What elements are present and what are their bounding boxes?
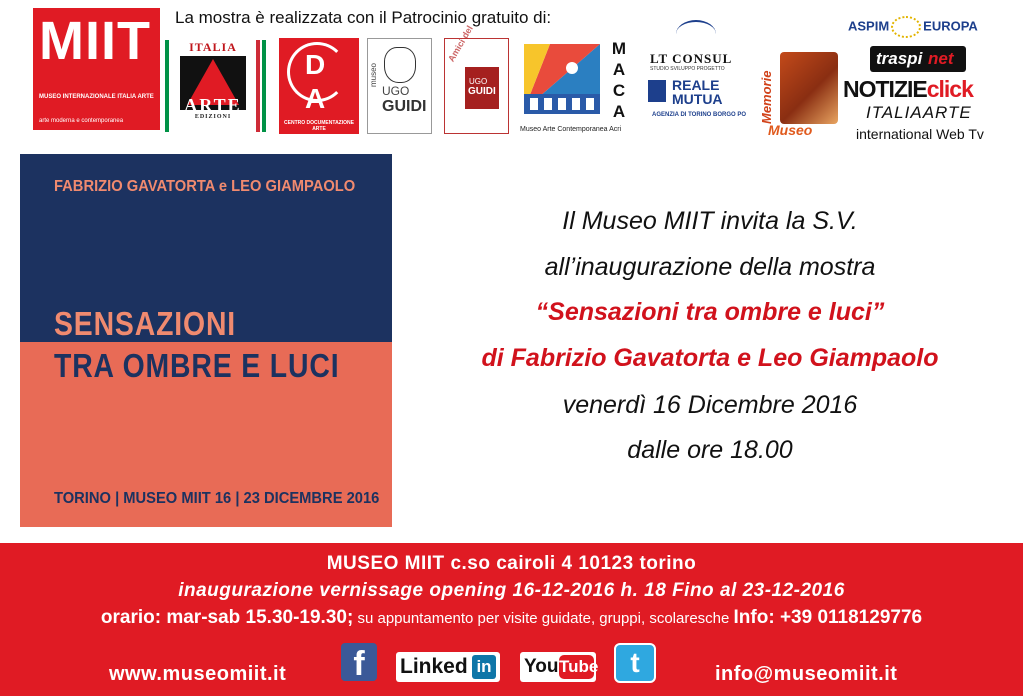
miit-logo-line1: MUSEO INTERNAZIONALE ITALIA ARTE bbox=[39, 94, 154, 100]
amici-label: Amici del bbox=[446, 23, 475, 64]
europa-label: EUROPA bbox=[923, 18, 978, 34]
italia-arte-sub: EDIZIONI bbox=[194, 114, 232, 120]
reale-label: REALE bbox=[672, 77, 720, 93]
exhibition-artists: di Fabrizio Gavatorta e Leo Giampaolo bbox=[481, 344, 939, 372]
maca-letter: A bbox=[612, 60, 626, 79]
maca-logo bbox=[520, 38, 630, 138]
italian-flag-stripe bbox=[256, 40, 260, 132]
youtube-icon[interactable] bbox=[520, 652, 599, 682]
cda-d: D bbox=[305, 49, 326, 80]
poster-title-line1: SENSAZIONI bbox=[54, 305, 237, 342]
eu-stars-icon bbox=[891, 16, 921, 38]
facebook-icon[interactable]: f bbox=[341, 643, 377, 681]
exhibition-title: “Sensazioni tra ombre e luci” bbox=[535, 298, 885, 326]
poster-artists: FABRIZIO GAVATORTA e LEO GIAMPAOLO bbox=[54, 178, 356, 195]
youtube-tube: Tube bbox=[559, 655, 594, 679]
aspim-europa-logo bbox=[848, 16, 978, 38]
miit-logo-line2: arte moderna e contemporanea bbox=[39, 118, 124, 124]
reale-mutua-logo bbox=[648, 78, 746, 110]
linkedin-icon[interactable] bbox=[396, 652, 500, 682]
web-tv-label: international Web Tv bbox=[856, 126, 984, 142]
ugo-guidi-museo-logo bbox=[367, 38, 432, 134]
appuntamento-label: su appuntamento per visite guidate, gruppi, scolaresche bbox=[353, 610, 734, 627]
twitter-icon[interactable]: t bbox=[614, 643, 656, 683]
museum-address: MUSEO MIIT c.so cairoli 4 10123 torino bbox=[326, 553, 697, 574]
portrait-sketch-icon bbox=[384, 47, 416, 83]
maca-letters bbox=[610, 38, 628, 122]
youtube-you: You bbox=[524, 656, 559, 677]
linkedin-word: Linked bbox=[400, 655, 468, 678]
media-partners bbox=[840, 8, 1010, 148]
website-link[interactable]: www.museomiit.it bbox=[109, 663, 287, 685]
invitation-line1: Il Museo MIIT invita la S.V. bbox=[562, 207, 858, 235]
maca-letter: A bbox=[612, 102, 626, 121]
net-label: net bbox=[928, 49, 954, 68]
italia-arte-top: ITALIA bbox=[189, 40, 237, 54]
globe-swirl-icon bbox=[676, 20, 716, 48]
opening-time: dalle ore 18.00 bbox=[627, 436, 793, 464]
poster-venue-dates: TORINO | MUSEO MIIT 16 | 23 DICEMBRE 2016 bbox=[54, 490, 380, 507]
mutua-label: MUTUA bbox=[672, 91, 723, 107]
ugo-museo-label: museo bbox=[369, 62, 378, 87]
italia-arte-word: ARTE bbox=[184, 95, 242, 115]
amici-ugo-label: UGO bbox=[469, 77, 488, 86]
maca-caption: Museo Arte Contemporanea Acri bbox=[520, 126, 622, 133]
orario-label: orario: mar-sab 15.30-19.30; bbox=[100, 607, 354, 628]
lt-consul-name: LT CONSUL bbox=[650, 51, 733, 66]
click-label: click bbox=[926, 76, 973, 102]
memorie-label: Memorie bbox=[759, 70, 774, 124]
cda-logo bbox=[279, 38, 359, 134]
patrocinio-heading: La mostra è realizzata con il Patrocinio gratuito di: bbox=[175, 8, 552, 27]
miit-logo-name: MIIT bbox=[39, 11, 151, 71]
email-link[interactable]: info@museomiit.it bbox=[715, 663, 898, 685]
info-phone: Info: +39 0118129776 bbox=[733, 607, 923, 628]
poster-title-line2: TRA OMBRE E LUCI bbox=[54, 347, 340, 384]
reale-mutua-square-icon bbox=[648, 80, 666, 102]
italia-arte-edizioni-logo bbox=[174, 40, 252, 130]
miit-logo bbox=[33, 8, 160, 130]
traspi-label: traspi bbox=[876, 49, 923, 68]
memorie-artwork bbox=[780, 52, 838, 124]
maca-shape-icon bbox=[520, 40, 606, 122]
maca-letter: M bbox=[611, 39, 627, 58]
italian-flag-stripe bbox=[169, 40, 173, 132]
lt-consul-reale-mutua-logo bbox=[648, 20, 748, 150]
memorie-museo-logo bbox=[759, 52, 838, 142]
invitation-line2: all’inaugurazione della mostra bbox=[544, 253, 876, 281]
agenzia-label: AGENZIA DI TORINO BORGO PO bbox=[652, 112, 747, 118]
italiaarte-tv-logo: ITALIAARTE bbox=[866, 103, 972, 122]
opening-date: venerdì 16 Dicembre 2016 bbox=[562, 391, 858, 419]
ugo-label: UGO bbox=[382, 84, 410, 98]
cda-a: A bbox=[305, 83, 326, 114]
opening-info: inaugurazione vernissage opening 16-12-2016 h. 18 Fino al 23-12-2016 bbox=[178, 580, 845, 601]
italian-flag-stripe bbox=[262, 40, 266, 132]
guidi-label: GUIDI bbox=[382, 98, 427, 115]
hours-info bbox=[0, 607, 1023, 630]
traspinet-logo bbox=[870, 46, 966, 72]
notizie-label: NOTIZIE bbox=[843, 76, 927, 102]
amici-ugo-guidi-logo bbox=[444, 23, 509, 134]
lt-consul-tagline: STUDIO SVILUPPO PROGETTO bbox=[650, 66, 725, 72]
memorie-museo-label: Museo bbox=[768, 122, 813, 138]
linkedin-in: in bbox=[472, 655, 496, 679]
notizieclick-logo bbox=[843, 76, 973, 102]
aspim-label: ASPIM bbox=[848, 18, 890, 34]
amici-guidi-label: GUIDI bbox=[468, 86, 496, 97]
maca-letter: C bbox=[612, 81, 626, 100]
cda-caption: CENTRO DOCUMENTAZIONE ARTE bbox=[284, 120, 354, 132]
